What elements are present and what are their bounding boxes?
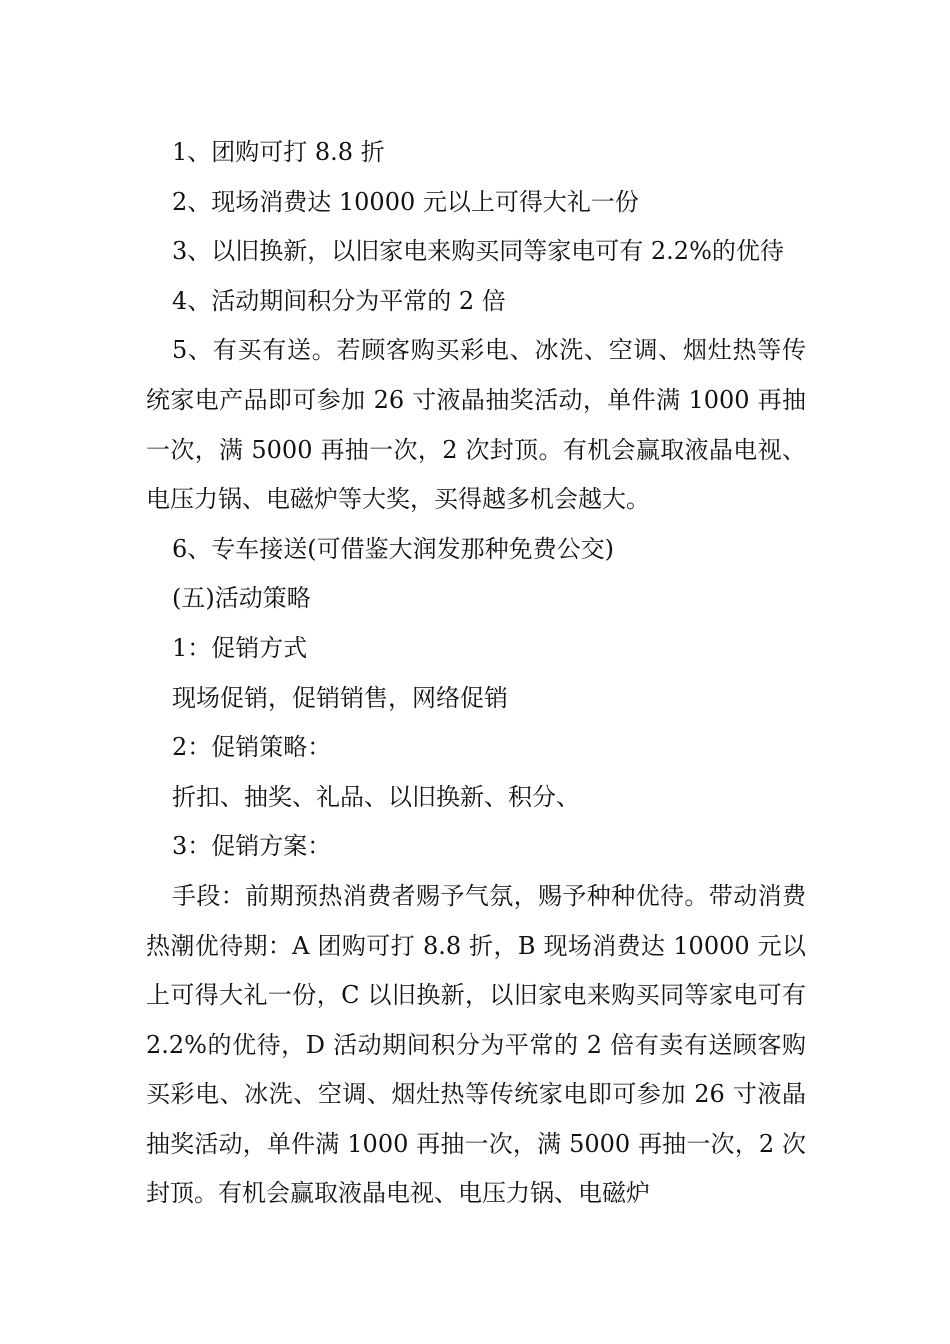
subheading-promo-strategy: 2：促销策略： <box>172 733 332 762</box>
paragraph-1: 1、团购可打 8.8 折 <box>172 138 385 166</box>
paragraph-promo-method: 现场促销，促销销售，网络促销 <box>172 683 508 712</box>
paragraph-3: 3、以旧换新，以旧家电来购买同等家电可有 2.2%的优待 <box>172 237 784 266</box>
subheading-promo-plan: 3：促销方案： <box>172 832 332 861</box>
paragraph-4: 4、活动期间积分为平常的 2 倍 <box>172 286 506 315</box>
paragraph-5: 5、有买有送。若顾客购买彩电、冰洗、空调、烟灶热等传统家电产品即可参加 26 寸液晶抽奖活动，单件满 1000 再抽一次，满 5000 再抽一次，2 次封顶。有机会赢取液晶电视、电压力锅、电磁炉等大奖，买得越多机会越大。 <box>146 336 806 514</box>
subheading-promo-method: 1：促销方式 <box>172 633 308 662</box>
document-body <box>146 128 806 1219</box>
section-heading-5: (五)活动策略 <box>172 584 311 613</box>
paragraph-promo-plan: 手段：前期预热消费者赐予气氛，赐予种种优待。带动消费热潮优待期：A 团购可打 8.8 折，B 现场消费达 10000 元以上可得大礼一份，C 以旧换新，以旧家电来购买同等家电可有 2.2%的优待，D 活动期间积分为平常的 2 倍有卖有送顾客购买彩电、冰洗、空调、烟灶热等传统家电即可参加 26 寸液晶抽奖活动，单件满 1000 再抽一次，满 5000 再抽一次，2 次封顶。有机会赢取液晶电视、电压力锅、电磁炉 <box>146 881 806 1208</box>
paragraph-promo-strategy: 折扣、抽奖、礼品、以旧换新、积分、 <box>172 782 580 811</box>
paragraph-2: 2、现场消费达 10000 元以上可得大礼一份 <box>172 187 639 216</box>
paragraph-6: 6、专车接送(可借鉴大润发那种免费公交) <box>172 534 614 563</box>
